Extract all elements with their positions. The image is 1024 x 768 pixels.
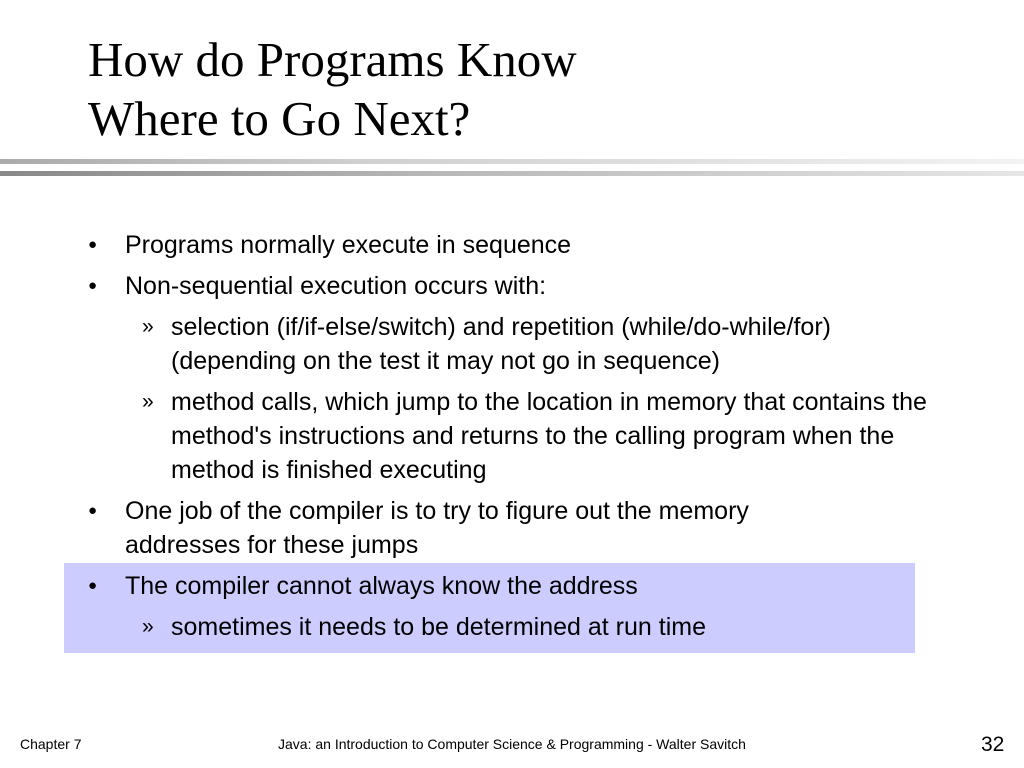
- sub-bullet-icon: »: [142, 615, 154, 638]
- page-number: 32: [981, 733, 1005, 756]
- list-item: Non-sequential execution occurs with:: [125, 272, 547, 300]
- bullet-icon: ●: [88, 577, 98, 594]
- title-line-1: How do Programs Know: [88, 32, 577, 87]
- footer-book-title: Java: an Introduction to Computer Science & Programming - Walter Savitch: [278, 736, 746, 752]
- footer-chapter: Chapter 7: [20, 736, 82, 752]
- bullet-icon: ●: [88, 502, 98, 519]
- sub-bullet-icon: »: [142, 315, 154, 338]
- slide-title: [88, 30, 988, 148]
- title-divider-top: [0, 159, 1024, 164]
- sub-bullet-icon: »: [142, 390, 154, 413]
- title-divider-bottom: [0, 171, 1024, 176]
- list-item: The compiler cannot always know the address: [125, 572, 638, 600]
- sub-list-item: sometimes it needs to be determined at run time: [171, 613, 706, 641]
- bullet-icon: ●: [88, 277, 98, 294]
- sub-list-item: method calls, which jump to the location in memory that contains the method's instructions and returns to the calling program when the method is finished executing: [171, 388, 927, 484]
- title-line-2: Where to Go Next?: [88, 91, 471, 146]
- bullet-icon: ●: [88, 236, 98, 253]
- list-item: One job of the compiler is to try to figure out the memory addresses for these jumps: [125, 497, 749, 559]
- list-item: Programs normally execute in sequence: [125, 231, 572, 259]
- sub-list-item: selection (if/if-else/switch) and repetition (while/do-while/for) (depending on the test it may not go in sequence): [171, 313, 831, 375]
